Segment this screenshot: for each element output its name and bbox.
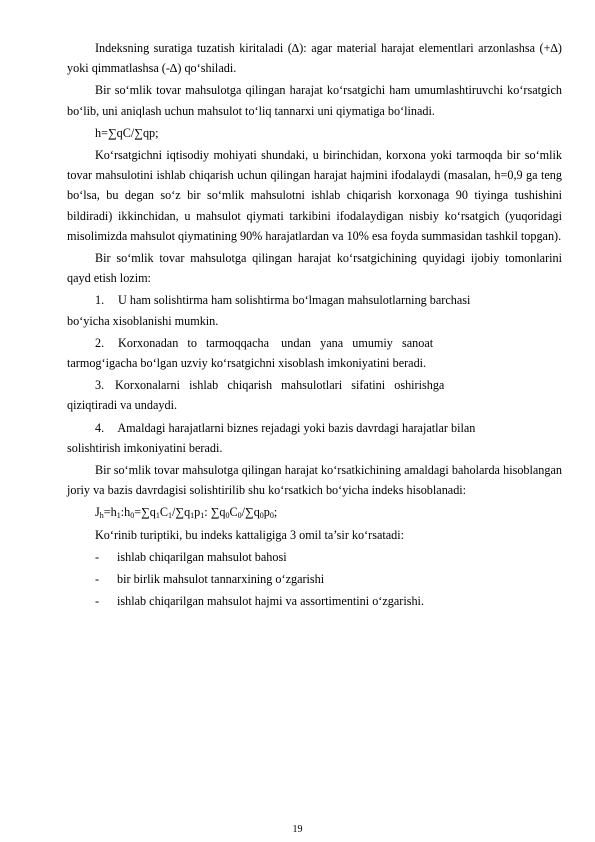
dash-list-item xyxy=(67,569,562,589)
paragraph-index-correction: Indeksning suratiga tuzatish kiritaladi (∆): agar material harajat elementlari arzonlashsa (+∆) yoki qimmatlashsa (-∆) qo‘shiladi. xyxy=(67,41,562,76)
paragraph-index-calculation: Bir so‘mlik tovar mahsulotga qilingan harajat ko‘rsatkichining amaldagi baholarda hisoblangan joriy va bazis davrdagisi solishtirilib shu ko‘rsatkich bo‘yicha indeks hisoblanadi: xyxy=(67,463,562,498)
formula-sub: 1 xyxy=(168,511,172,521)
list-item xyxy=(67,290,562,330)
formula-part: : ∑q xyxy=(204,505,226,520)
formula-sub: 0 xyxy=(259,511,264,521)
formula-part: /∑q xyxy=(241,505,260,520)
list-item-continuation: solishtirish imkoniyatini beradi. xyxy=(67,440,223,455)
dash-item-text: bir birlik mahsulot tannarxining o‘zgarishi xyxy=(117,572,325,587)
paragraph-three-factors: Ko‘rinib turiptiki, bu indeks kattaligiga 3 omil ta’sir ko‘rsatadi: xyxy=(95,527,405,542)
dash-bullet-icon: - xyxy=(95,594,100,609)
list-number: 4. xyxy=(95,420,105,435)
formula-part: :h xyxy=(120,505,131,520)
document-page xyxy=(67,38,562,613)
formula-sub: 0 xyxy=(225,511,230,521)
dash-bullet-icon: - xyxy=(95,549,100,564)
list-number: 3. xyxy=(95,378,105,393)
list-number: 1. xyxy=(95,293,105,308)
formula-sub: 0 xyxy=(130,511,135,521)
list-item-text: Korxonalarni ishlab chiqarish mahsulotlari sifatini oshirishga xyxy=(115,378,445,393)
formula-part: =∑q xyxy=(134,505,156,520)
formula-index xyxy=(67,502,562,522)
dash-item-text: ishlab chiqarilgan mahsulot bahosi xyxy=(117,549,287,564)
page-number: 19 xyxy=(292,824,303,835)
formula-sub: 0 xyxy=(237,511,242,521)
formula-sub: 1 xyxy=(155,511,160,521)
dash-item-text: ishlab chiqarilgan mahsulot hajmi va assortimentini o‘zgarishi. xyxy=(117,594,424,609)
formula-sub: h xyxy=(99,511,104,521)
formula-part: /∑q xyxy=(172,505,191,520)
list-item xyxy=(67,375,562,415)
list-item-continuation: qiziqtiradi va undaydi. xyxy=(67,398,177,413)
formula-part: p xyxy=(194,505,201,520)
list-item-text: Amaldagi harajatlarni biznes rejadagi yoki bazis davrdagi harajatlar bilan xyxy=(117,420,476,435)
dash-list-item xyxy=(67,547,562,567)
formula-part: C xyxy=(159,505,168,520)
list-item xyxy=(67,333,562,373)
formula-part: J xyxy=(95,505,100,520)
formula-sub: 0 xyxy=(269,511,274,521)
list-item-continuation: bo‘yicha xisoblanishi mumkin. xyxy=(67,313,219,328)
paragraph-positive-sides: Bir so‘mlik tovar mahsulotga qilingan harajat ko‘rsatgichining quyidagi ijobiy tomonlarini qayd etish lozim: xyxy=(67,251,562,286)
formula-part: p xyxy=(263,505,270,520)
formula-sub: 1 xyxy=(190,511,195,521)
list-item-text: U ham solishtirma ham solishtirma bo‘lmagan mahsulotlarning barchasi xyxy=(118,293,471,308)
list-number: 2. xyxy=(95,335,105,350)
formula-part: ; xyxy=(273,505,278,520)
paragraph-cost-per-sum: Bir so‘mlik tovar mahsulotga qilingan harajat ko‘rsatgichi ham umumlashtiruvchi ko‘rsatgich bo‘lib, uni aniqlash uchun mahsulot to‘liq tannarxi uni qiymatiga bo‘linadi. xyxy=(67,83,562,118)
list-item xyxy=(67,418,562,458)
list-item-text: Korxonadan to tarmoqqacha undan yana umumiy sanoat xyxy=(118,335,434,350)
formula-sub: 1 xyxy=(116,511,121,521)
paragraph-economic-essence: Ko‘rsatgichni iqtisodiy mohiyati shundaki, u birinchidan, korxona yoki tarmoqda bir so‘mlik tovar mahsulotini ishlab chiqarish uchun qilingan harajat hajmini ifodalaydi (masalan, h=0,9 ga teng bo‘lsa, bu degan so‘z bir so‘mlik mahsulotni ishlab chiqarish korxonaga 90 tiyinga tushishini bildiradi) ikkinchidan, u mahsulot qiymati tarkibini ifodalaydigan nisbiy ko‘rsatgich (yuqoridagi misolimizda mahsulot qiymatining 90% harajatlardan va 10% esa foyda summasidan tashkil topgan). xyxy=(67,148,562,243)
dash-list-item xyxy=(67,591,562,611)
formula-h: h=∑qC/∑qp; xyxy=(95,125,159,140)
formula-part: =h xyxy=(103,505,117,520)
dash-bullet-icon: - xyxy=(95,572,100,587)
list-item-continuation: tarmog‘igacha bo‘lgan uzviy ko‘rsatgichni xisoblash imkoniyatini beradi. xyxy=(67,356,427,371)
formula-sub: 1 xyxy=(200,511,205,521)
formula-part: C xyxy=(229,505,238,520)
